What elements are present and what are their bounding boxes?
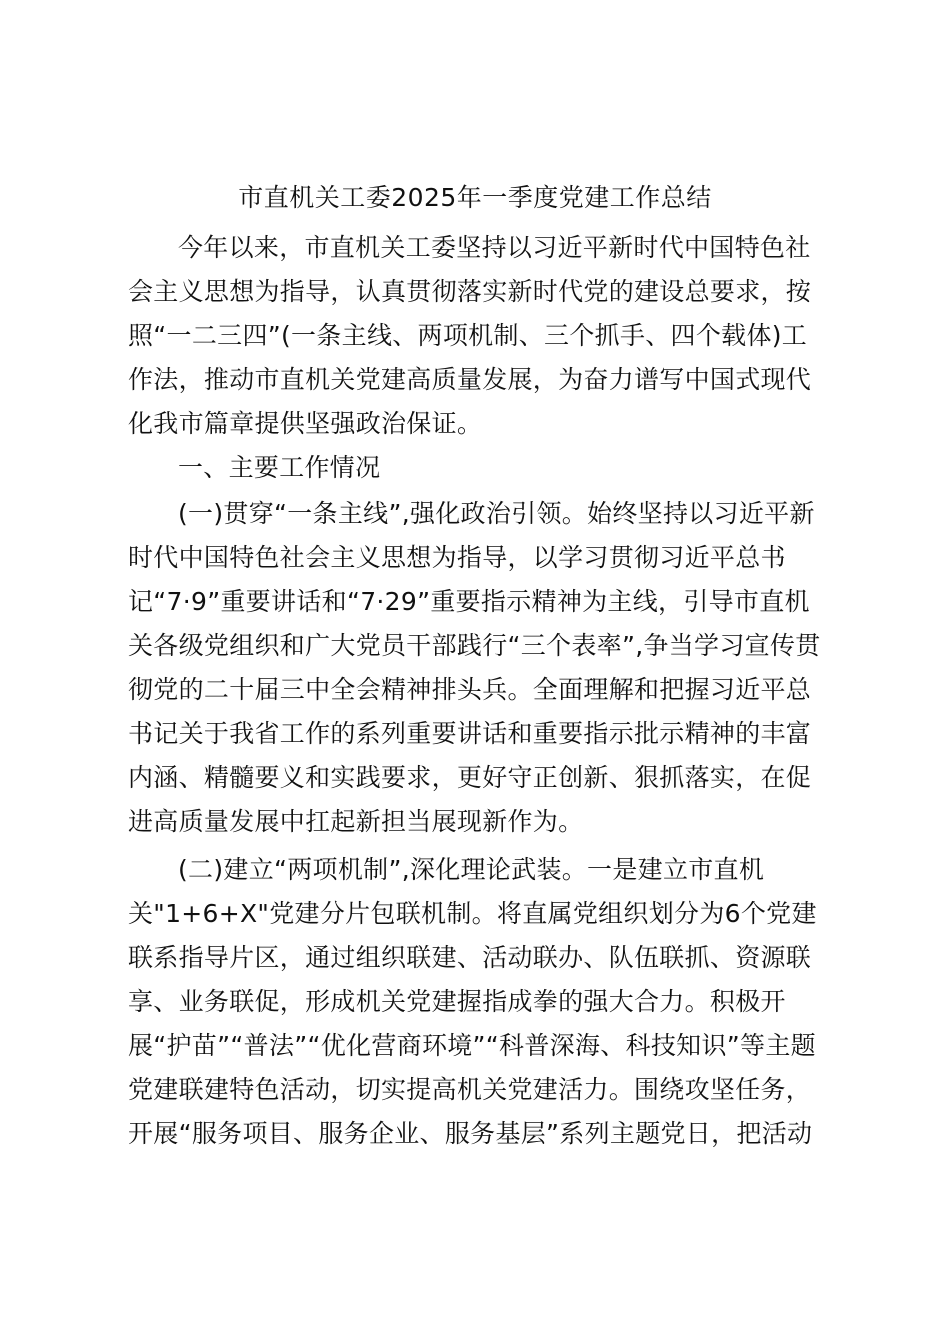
- paragraph-line: 今年以来，市直机关工委坚持以习近平新时代中国特色社: [178, 233, 811, 262]
- paragraph-line: 联系指导片区，通过组织联建、活动联办、队伍联抓、资源联: [128, 943, 812, 972]
- section-heading: 一、主要工作情况: [178, 453, 381, 482]
- paragraph-line: 展“护苗”“普法”“优化营商环境”“科普深海、科技知识”等主题: [128, 1031, 816, 1060]
- paragraph-line: 书记关于我省工作的系列重要讲话和重要指示批示精神的丰富: [128, 719, 812, 748]
- paragraph-line: 记“7·9”重要讲话和“7·29”重要指示精神为主线，引导市直机: [128, 587, 810, 616]
- paragraph-line: 进高质量发展中扛起新担当展现新作为。: [128, 807, 584, 836]
- paragraph-line: 享、业务联促，形成机关党建握指成拳的强大合力。积极开: [128, 987, 786, 1016]
- paragraph-line: 作法，推动市直机关党建高质量发展，为奋力谱写中国式现代: [128, 365, 812, 394]
- paragraph-line: 彻党的二十届三中全会精神排头兵。全面理解和把握习近平总: [128, 675, 812, 704]
- paragraph-line: 会主义思想为指导，认真贯彻落实新时代党的建设总要求，按: [128, 277, 812, 306]
- paragraph-line: 党建联建特色活动，切实提高机关党建活力。围绕攻坚任务，: [128, 1075, 812, 1104]
- paragraph-line: 时代中国特色社会主义思想为指导，以学习贯彻习近平总书: [128, 543, 786, 572]
- paragraph-line: (一)贯穿“一条主线”,强化政治引领。始终坚持以习近平新: [178, 499, 815, 528]
- paragraph-line: 照“一二三四”(一条主线、两项机制、三个抓手、四个载体)工: [128, 321, 808, 350]
- document-title: 市直机关工委2025年一季度党建工作总结: [238, 183, 712, 212]
- paragraph-line: 关各级党组织和广大党员干部践行“三个表率”,争当学习宣传贯: [128, 631, 821, 660]
- paragraph-line: (二)建立“两项机制”,深化理论武装。一是建立市直机: [178, 855, 765, 884]
- paragraph-line: 化我市篇章提供坚强政治保证。: [128, 409, 483, 438]
- paragraph-line: 关"1+6+X"党建分片包联机制。将直属党组织划分为6个党建: [128, 899, 817, 928]
- paragraph-line: 内涵、精髓要义和实践要求，更好守正创新、狠抓落实，在促: [128, 763, 812, 792]
- paragraph-line: 开展“服务项目、服务企业、服务基层”系列主题党日，把活动: [128, 1119, 813, 1148]
